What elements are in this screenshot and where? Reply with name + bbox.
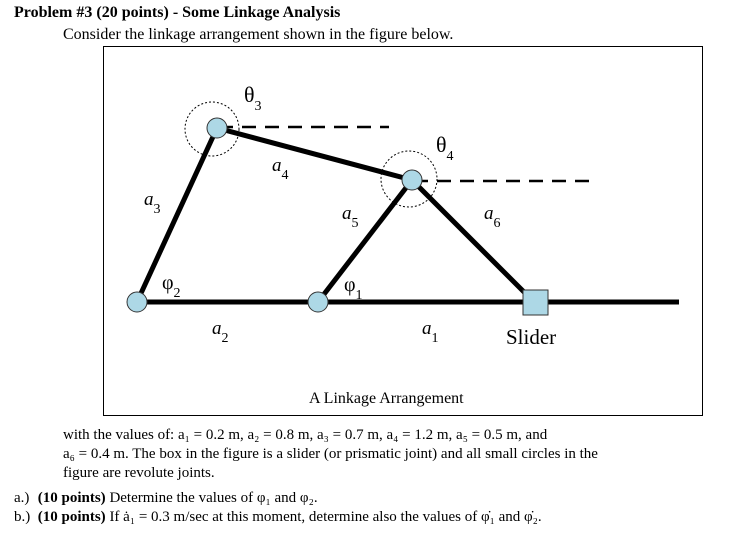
part-b-tag: b.) [14,509,31,525]
slider-box [523,290,548,315]
linkage-diagram [104,47,704,417]
joint-a3-a4 [207,118,227,138]
problem-title: Problem #3 (20 points) - Some Linkage Analysis [14,4,341,21]
label-a6: $a_6$ [484,203,501,231]
values-line-2: a₆ = 0.4 m. The box in the figure is a slider (or prismatic joint) and all small circles in the [63,446,598,462]
joint-ground-middle [308,292,328,312]
label-a3: $a_3$ [144,189,161,217]
part-b-text: If ȧ₁ = 0.3 m/sec at this moment, determine also the values of φ̇₁ and φ̇₂. [109,509,542,525]
label-phi2: $\varphi_2$ [162,272,181,301]
link-a6 [412,180,534,302]
question-parts [14,489,542,527]
problem-statement [63,426,743,483]
label-phi1: $\varphi_1$ [344,274,363,303]
label-theta3: $\theta_3$ [244,82,262,114]
part-a [14,489,542,508]
link-a5 [318,180,412,302]
figure-caption: A Linkage Arrangement [309,390,464,407]
link-a4 [217,128,412,180]
problem-intro: Consider the linkage arrangement shown in the figure below. [63,26,454,43]
values-line-1: with the values of: a₁ = 0.2 m, a₂ = 0.8 m, a₃ = 0.7 m, a₄ = 1.2 m, a₅ = 0.5 m, and [63,427,548,443]
label-a2: $a_2$ [212,318,229,346]
label-a4: $a_4$ [272,155,289,183]
part-a-text: Determine the values of φ₁ and φ₂. [109,490,318,506]
label-a1: $a_1$ [422,318,439,346]
part-a-tag: a.) [14,490,30,506]
label-a5: $a_5$ [342,203,359,231]
values-line-3: figure are revolute joints. [63,465,215,481]
link-a3 [137,128,217,302]
linkage-figure [103,46,703,416]
joint-a4-a5-a6 [402,170,422,190]
part-b-points: (10 points) [37,509,106,525]
joint-ground-left [127,292,147,312]
part-a-points: (10 points) [37,490,106,506]
part-b [14,508,542,527]
slider-label: Slider [506,325,557,349]
label-theta4: $\theta_4$ [436,132,454,164]
